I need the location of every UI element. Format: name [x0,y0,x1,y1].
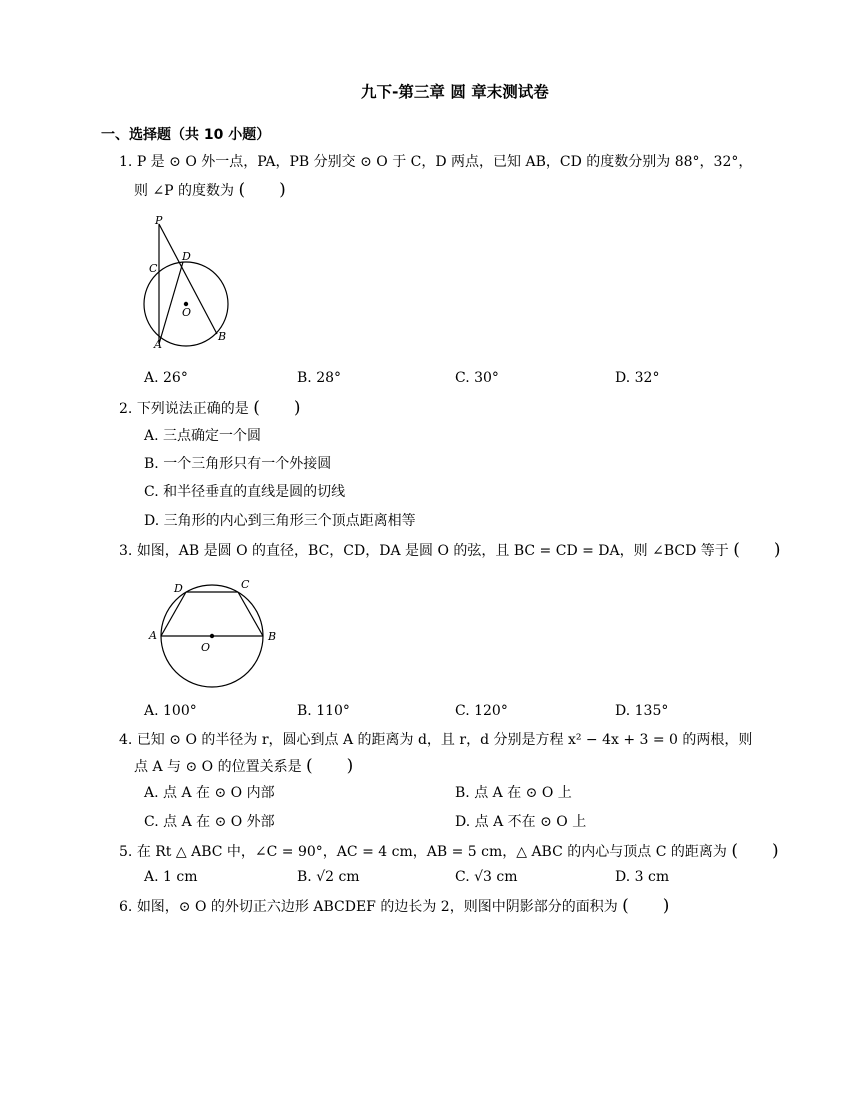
question-number: 3. [119,543,133,559]
q3-figure [140,572,290,694]
label-c: C [241,578,250,591]
q1-figure [140,212,240,352]
label-d: D [182,250,191,263]
question-text: 已知 ⊙ O 的半径为 r，圆心到点 A 的距离为 d，且 r，d 分别是方程 x² − 4x + 3 = 0 的两根，则 [136,732,753,748]
answer-blank: ( ) [253,398,301,418]
q2-option-b[interactable]: B. 一个三角形只有一个外接圆 [144,456,332,472]
q1-option-d[interactable]: D. 32° [615,370,660,386]
question-text: 如图，AB 是圆 O 的直径，BC，CD，DA 是圆 O 的弦，且 BC = CD = DA，则 ∠BCD 等于 [136,543,729,559]
question-text: 在 Rt △ ABC 中，∠C = 90°，AC = 4 cm，AB = 5 cm，△ ABC 的内心与顶点 C 的距离为 [136,844,727,860]
q3-option-b[interactable]: B. 110° [297,703,350,719]
label-d: D [174,582,183,595]
q2-option-d[interactable]: D. 三角形的内心到三角形三个顶点距离相等 [144,513,416,529]
q1-option-b[interactable]: B. 28° [297,370,342,386]
question-text: 如图，⊙ O 的外切正六边形 ABCDEF 的边长为 2，则图中阴影部分的面积为 [136,899,618,915]
q5-option-a[interactable]: A. 1 cm [144,869,198,885]
question-5 [119,841,779,862]
center-point [210,634,214,638]
q1-option-c[interactable]: C. 30° [455,370,499,386]
page-title: 九下-第三章 圆 章末测试卷 [361,83,549,101]
label-o: O [182,306,192,319]
question-1-line2 [134,180,286,201]
answer-blank: ( ) [238,180,286,200]
question-6 [119,896,669,917]
q1-option-a[interactable]: A. 26° [144,370,188,386]
q3-option-c[interactable]: C. 120° [455,703,508,719]
question-number: 2. [119,401,133,417]
q2-option-a[interactable]: A. 三点确定一个圆 [144,428,262,444]
question-number: 6. [119,899,133,915]
question-4-line2 [134,756,353,777]
section-heading: 一、选择题（共 10 小题） [101,127,271,143]
chord-ad [161,592,186,636]
label-p: P [155,214,163,227]
answer-blank: ( ) [306,756,354,776]
q5-option-c[interactable]: C. √3 cm [455,869,518,885]
answer-blank: ( ) [733,540,781,560]
label-a: A [149,629,157,642]
label-b: B [218,330,227,343]
question-1 [119,152,752,172]
question-3 [119,540,780,561]
question-text: 下列说法正确的是 [136,401,249,417]
q3-option-d[interactable]: D. 135° [615,703,669,719]
question-4 [119,730,752,750]
q4-option-b[interactable]: B. 点 A 在 ⊙ O 上 [455,785,572,801]
question-text: 点 A 与 ⊙ O 的位置关系是 [134,759,302,775]
label-o: O [201,641,211,654]
question-number: 1. [119,154,133,170]
answer-blank: ( ) [731,841,779,861]
q3-option-a[interactable]: A. 100° [144,703,197,719]
question-text: 则 ∠P 的度数为 [134,183,235,199]
line-ad [159,262,183,344]
question-text: P 是 ⊙ O 外一点，PA，PB 分别交 ⊙ O 于 C，D 两点，已知 AB，CD 的度数分别为 88°，32°， [136,154,753,170]
q4-option-d[interactable]: D. 点 A 不在 ⊙ O 上 [455,814,587,830]
question-number: 4. [119,732,133,748]
label-a: A [154,338,162,351]
question-2 [119,398,301,419]
q2-option-c[interactable]: C. 和半径垂直的直线是圆的切线 [144,484,346,500]
q4-option-a[interactable]: A. 点 A 在 ⊙ O 内部 [144,785,275,801]
label-c: C [149,262,158,275]
q4-option-c[interactable]: C. 点 A 在 ⊙ O 外部 [144,814,275,830]
answer-blank: ( ) [622,896,670,916]
question-number: 5. [119,844,133,860]
label-b: B [268,630,277,643]
q5-option-b[interactable]: B. √2 cm [297,869,360,885]
chord-cb [238,592,263,636]
q5-option-d[interactable]: D. 3 cm [615,869,670,885]
